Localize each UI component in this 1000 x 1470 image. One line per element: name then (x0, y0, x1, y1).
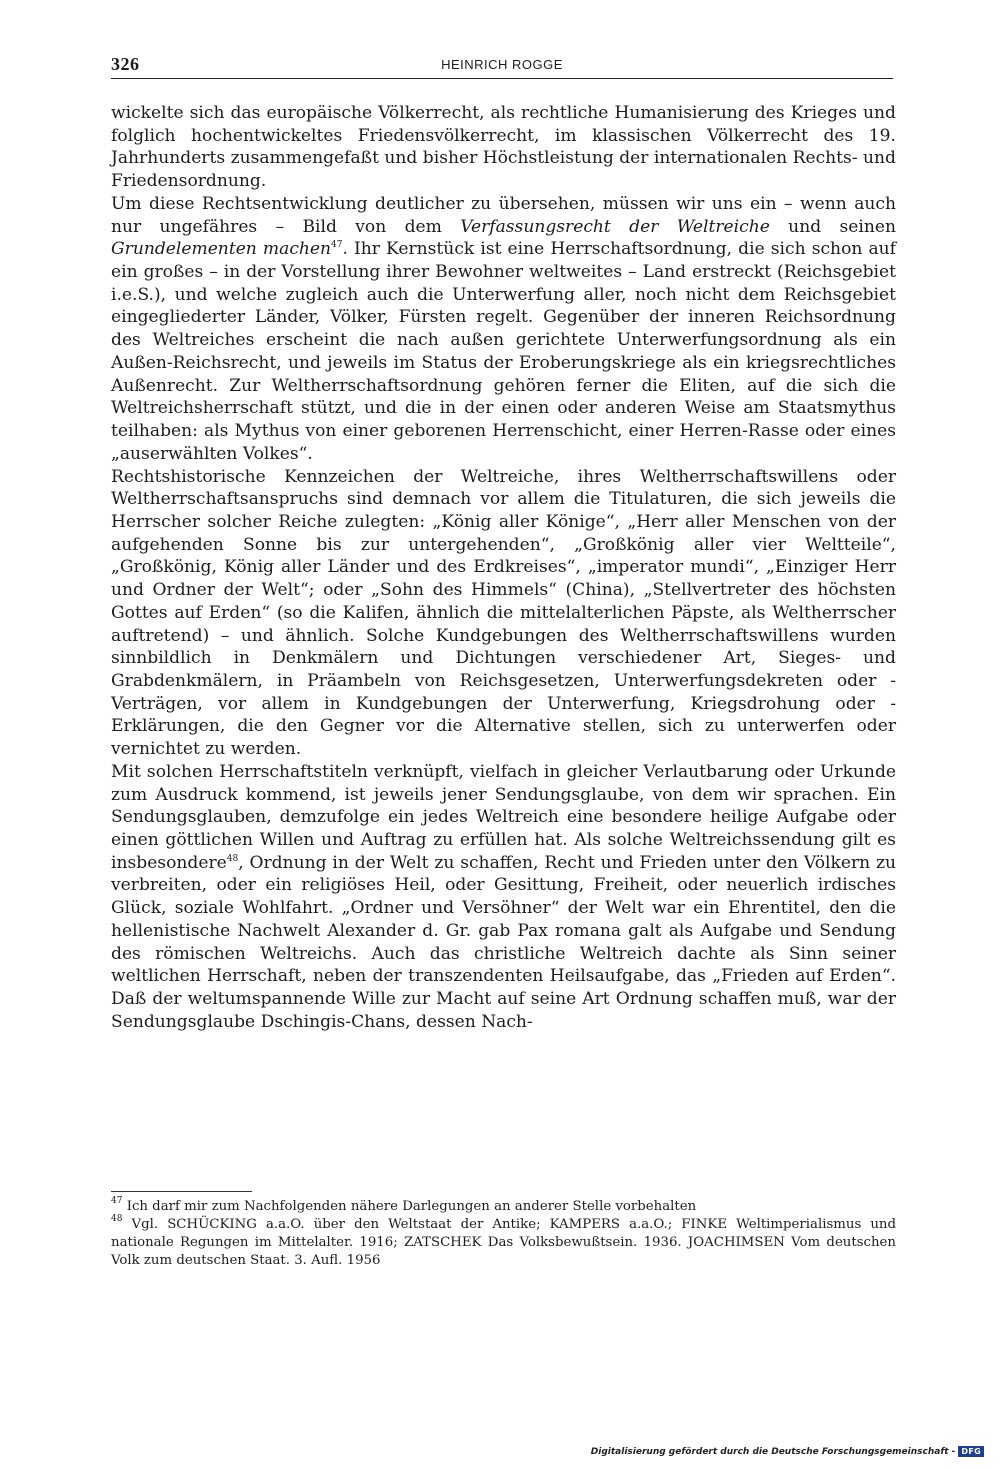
text-run: Mit solchen Herrschaftstiteln verknüpft, vielfach in gleicher Verlautbarung oder Urkunde zum Ausdruck kommend, ist jeweils jener Sendungsglaube, von dem wir sprachen. Ein Sendungsglauben, demzufolge ein jedes Weltreich eine besondere heilige Aufgabe oder einen göttlichen Willen und Auftrag zu erfüllen hat. Als solche Weltreichssendung gilt es insbesondere (111, 761, 896, 873)
page-number: 326 (111, 54, 140, 74)
text-run: und seinen (769, 216, 896, 237)
paragraph: Rechtshistorische Kennzeichen der Weltreiche, ihres Weltherrschaftswillens oder Weltherrschaftsanspruchs sind demnach vor allem die Titulaturen, die sich jeweils die Herrscher solcher Reiche zulegten: „König aller Könige“, „Herr aller Menschen von der aufgehenden Sonne bis zur untergehenden“, „Großkönig aller vier Weltteile“, „Großkönig, König aller Länder und des Erdkreises“, „imperator mundi“, „Einziger Herr und Ordner der Welt“; oder „Sohn des Himmels“ (China), „Stellvertreter des höchsten Gottes auf Erden“ (so die Kalifen, ähnlich die mittelalterlichen Päpste, als Weltherrscher auftretend) – und ähnlich. Solche Kundgebungen des Weltherrschaftswillens wurden sinnbildlich in Denkmälern und Dichtungen verschiedener Art, Sieges- und Grabdenkmälern, in Präambeln von Reichsgesetzen, Unterwerfungsdekreten oder -Verträgen, vor allem in Kundgebungen der Unterwerfung, Kriegsdrohung oder -Erklärungen, die den Gegner vor die Alternative stellen, sich zu unterwerfen oder vernichtet zu werden. (111, 466, 896, 760)
italic-phrase: Grundelementen machen (111, 239, 332, 260)
footnote-divider (111, 1191, 252, 1192)
dfg-logo: DFG (958, 1446, 984, 1457)
paragraph: wickelte sich das europäische Völkerrecht, als rechtliche Humanisierung des Krieges und folglich hochentwickeltes Friedensvölkerrecht, im klassischen Völkerrecht des 19. Jahrhunderts zusammengefaßt und bisher Höchstleistung der internationalen Rechts- und Friedensordnung. (111, 103, 896, 192)
page-header (111, 54, 893, 79)
footnote (111, 1216, 896, 1270)
text-run: . Ihr Kernstück ist eine Herrschaftsordnung, die sich schon auf ein großes – in der Vorstellung ihrer Bewohner weltweites – Land erstreckt (Reichsgebiet i.e.S.), und welche zugleich auch die Unterwerfung aller, noch nicht dem Reichsgebiet eingegliederter Länder, Völker, Fürsten regelt. Gegenüber der inneren Reichsordnung des Weltreiches erscheint die nach außen gerichtete Unterwerfungsordnung als ein Außen-Reichsrecht, und jeweils im Status der Eroberungskriege als ein kriegsrechtliches Außenrecht. Zur Weltherrschaftsordnung gehören ferner die Eliten, auf die sich die Weltreichsherrschaft stützt, und die in der einen oder anderen Weise am Staatsmythus teilhaben: als Mythus von einer geborenen Herrenschicht, einer Herren-Rasse oder eines „auserwählten Volkes“. (111, 239, 896, 464)
footnote-ref: 48 (226, 853, 239, 864)
footnote-number: 48 (111, 1214, 123, 1224)
paragraph (111, 761, 896, 1034)
footnote-text: Ich darf mir zum Nachfolgenden nähere Darlegungen an anderer Stelle vorbehalten (126, 1199, 697, 1214)
footnote-number: 47 (111, 1196, 123, 1206)
italic-phrase: Verfassungsrecht der Weltreiche (460, 216, 770, 237)
footnotes (111, 1198, 896, 1270)
digitization-credit (591, 1446, 984, 1457)
footnote-text: Vgl. SCHÜCKING a.a.O. über den Weltstaat der Antike; KAMPERS a.a.O.; FINKE Weltimperialismus und nationale Regungen im Mittelalter. 1916; ZATSCHEK Das Volksbewußtsein. 1936. JOACHIMSEN Vom deutschen Volk zum deutschen Staat. 3. Aufl. 1956 (111, 1217, 896, 1268)
credit-text: Digitalisierung gefördert durch die Deutsche Forschungsgemeinschaft - (590, 1446, 956, 1457)
running-head: HEINRICH ROGGE (441, 57, 563, 72)
text-run: Um diese Rechtsentwicklung deutlicher zu übersehen, müssen wir uns ein – wenn auch nur ungefähres – Bild von dem (111, 193, 896, 237)
footnote-ref: 47 (331, 240, 343, 251)
body-text (111, 102, 896, 1033)
paragraph (111, 193, 896, 466)
text-run: , Ordnung in der Welt zu schaffen, Recht und Frieden unter den Völkern zu verbreiten, oder ein religiöses Heil, oder Gesittung, Freiheit, oder neuerlich irdisches Glück, soziale Wohlfahrt. „Ordner und Versöhner“ der Welt war ein Ehrentitel, den die hellenistische Nachwelt Alexander d. Gr. gab Pax romana galt als Aufgabe und Sendung des römischen Weltreichs. Auch das christliche Weltreich dachte als Sinn seiner weltlichen Herrschaft, neben der transzendenten Heilsaufgabe, das „Frieden auf Erden“. Daß der weltumspannende Wille zur Macht auf seine Art Ordnung schaffen muß, war der Sendungsglaube Dschingis-Chans, dessen Nach- (111, 852, 896, 1032)
footnote (111, 1198, 896, 1216)
